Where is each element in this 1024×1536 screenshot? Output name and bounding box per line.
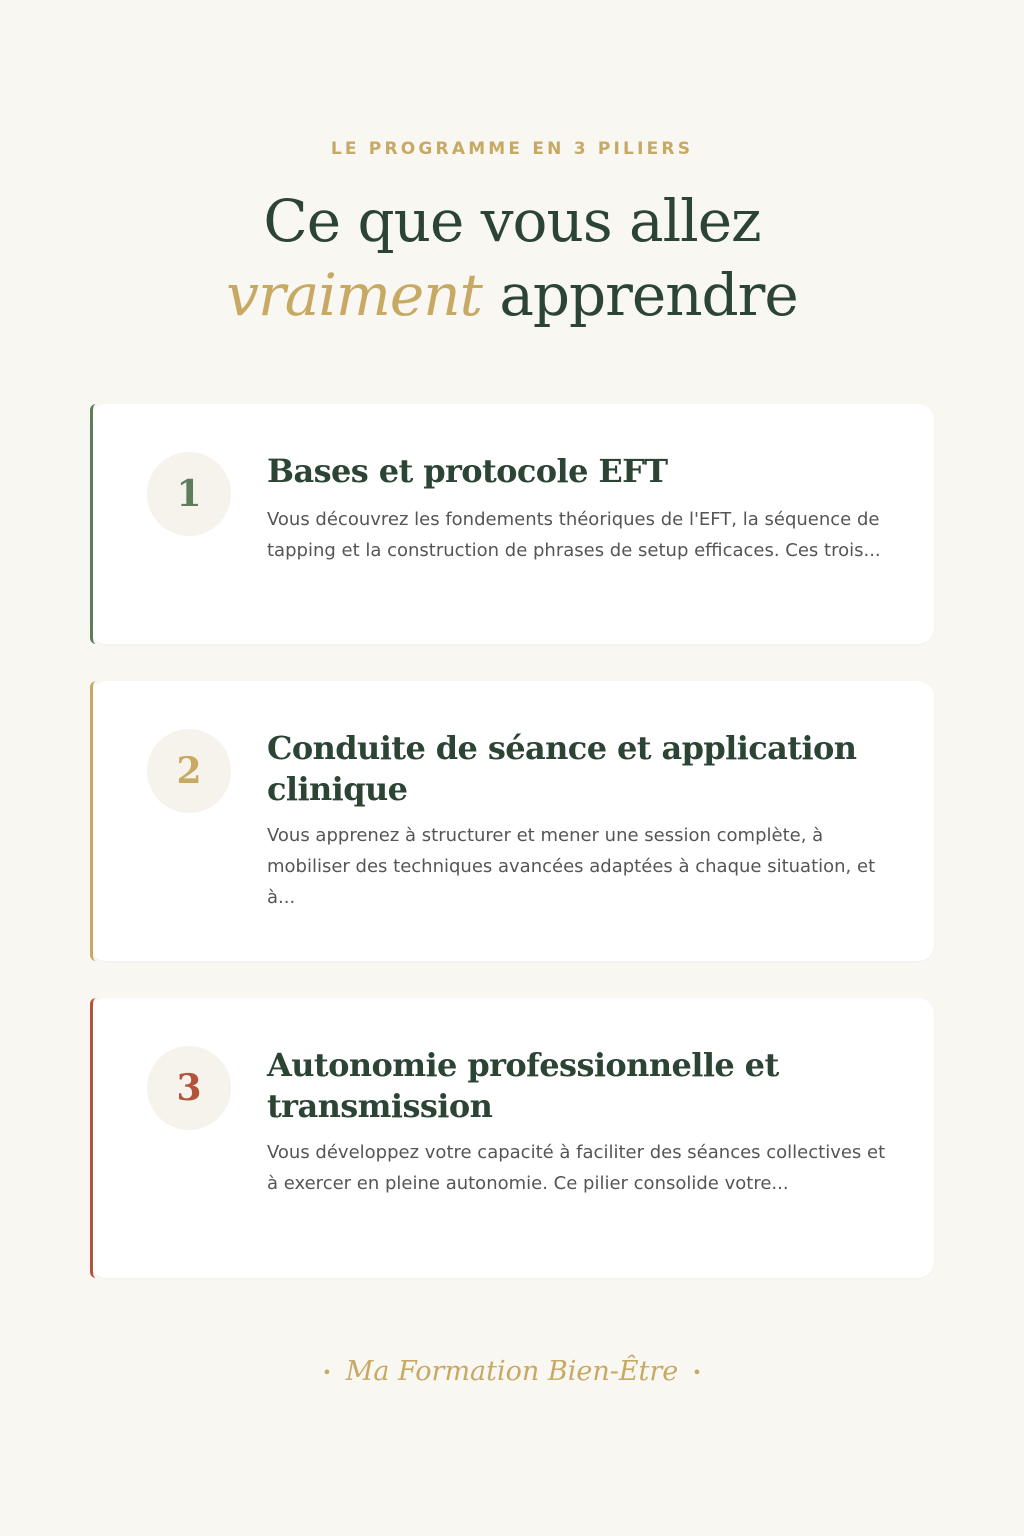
- pillar-number-badge: 1: [147, 452, 231, 536]
- footer-brand: [0, 1356, 1024, 1387]
- pillar-title: Bases et protocole EFT: [267, 452, 668, 490]
- pillar-description: Vous apprenez à structurer et mener une session complète, à mobiliser des techniques avancées adaptées à chaque situation, et à...: [267, 825, 876, 908]
- pillar-card-2: [90, 681, 934, 961]
- pillar-accent-bar: [90, 998, 96, 1278]
- footer-dot-right: •: [692, 1363, 702, 1382]
- eyebrow-label: LE PROGRAMME EN 3 PILIERS: [330, 139, 694, 159]
- footer-dot-left: •: [322, 1363, 332, 1382]
- page-title: [0, 184, 1024, 332]
- pillar-description: Vous découvrez les fondements théoriques de l'EFT, la séquence de tapping et la construction de phrases de setup efficaces. Ces trois...: [267, 509, 881, 561]
- pillar-accent-bar: [90, 681, 96, 961]
- pillar-card-3: [90, 998, 934, 1278]
- title-line-2: apprendre: [499, 261, 798, 329]
- pillar-number-badge: 3: [147, 1046, 231, 1130]
- pillar-title: Autonomie professionnelle et transmission: [267, 1046, 779, 1125]
- pillar-card-1: [90, 404, 934, 644]
- pillar-number-badge: 2: [147, 729, 231, 813]
- pillar-description: Vous développez votre capacité à faciliter des séances collectives et à exercer en pleine autonomie. Ce pilier consolide votre...: [267, 1142, 886, 1194]
- title-line-1: Ce que vous allez: [263, 187, 761, 255]
- brand-name: Ma Formation Bien-Être: [345, 1356, 679, 1387]
- title-accent-word: vraiment: [226, 261, 482, 329]
- pillar-title: Conduite de séance et application clinique: [267, 729, 857, 808]
- pillar-accent-bar: [90, 404, 96, 644]
